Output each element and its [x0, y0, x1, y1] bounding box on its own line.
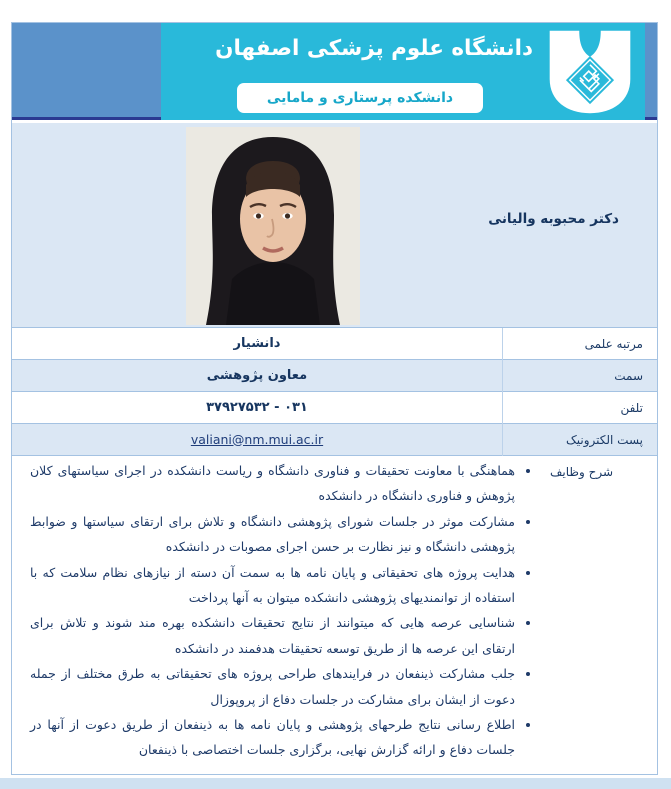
duties-label: شرح وظایف: [550, 465, 613, 479]
duty-item: • هماهنگی با معاونت تحقیقات و فناوری دانشگاه و ریاست دانشکده در اجرای سیاستهای کلان پژوهش و فناوری دانشگاه در دانشکده: [30, 458, 515, 509]
duties-content: [12, 456, 537, 767]
row-position: [12, 360, 657, 392]
duty-item: • جلب مشارکت ذینفعان در فرایندهای طراحی پروژه های تحقیقاتی به طرق مختلف از جمله دعوت از ایشان برای مشارکت در جلسات دفاع از پروپوزال: [30, 661, 515, 712]
row-label-email: پست الکترونیک: [502, 424, 657, 456]
university-title: دانشگاه علوم پزشکی اصفهان: [215, 36, 533, 61]
profile-card: [11, 22, 658, 775]
header-band: [12, 23, 657, 120]
university-logo-icon: [542, 29, 638, 115]
row-label-academic-rank: مرتبه علمی: [502, 328, 657, 360]
row-label-position: سمت: [502, 360, 657, 392]
school-title-badge: دانشکده پرستاری و مامایی: [237, 83, 483, 113]
duty-item: • شناسایی عرصه هایی که میتوانند از نتایج تحقیقات دانشکده بهره مند شوند و تلاش برای ارتقای این عرصه ها از طریق توسعه تحقیقات هدفمند در دانشکده: [30, 610, 515, 661]
row-value-email: [12, 432, 502, 448]
bottom-strip: [0, 778, 671, 789]
row-email: [12, 424, 657, 456]
photo-section: [12, 123, 657, 328]
person-name: دکتر محبوبه والیانی: [488, 211, 619, 227]
row-value-position: معاون پژوهشی: [206, 368, 308, 383]
duties-section: [12, 456, 657, 767]
duty-item: • هدایت پروژه های تحقیقاتی و پایان نامه ها به سمت آن دسته از نیازهای نظام سلامت که با استفاده از توانمندیهای پژوهشی دانشکده میتوان به آنها پرداخت: [30, 560, 515, 611]
row-value-academic-rank: دانشیار: [233, 336, 281, 351]
duties-list: [30, 458, 531, 763]
duty-item: • اطلاع رسانی نتایج طرحهای پژوهشی و پایان نامه ها به ذینفعان از طریق دعوت از آنها در جلسات دفاع و ارائه گزارش نهایی، برگزاری جلسات اختصاصی با ذینفعان: [30, 712, 515, 763]
duty-item: • مشارکت موثر در جلسات شورای پژوهشی دانشگاه و تلاش برای ارتقای سیاستها و ضوابط پژوهشی دانشگاه و نیز نظارت بر حسن اجرای مصوبات در دانشکده: [30, 509, 515, 560]
row-label-phone: تلفن: [502, 392, 657, 424]
row-phone: [12, 392, 657, 424]
row-academic-rank: [12, 328, 657, 360]
email-link[interactable]: valiani@nm.mui.ac.ir: [190, 431, 324, 447]
university-banner: [161, 23, 645, 120]
row-value-phone: ۰۳۱ - ۳۷۹۲۷۵۳۲: [206, 400, 308, 415]
profile-photo: [186, 127, 360, 325]
